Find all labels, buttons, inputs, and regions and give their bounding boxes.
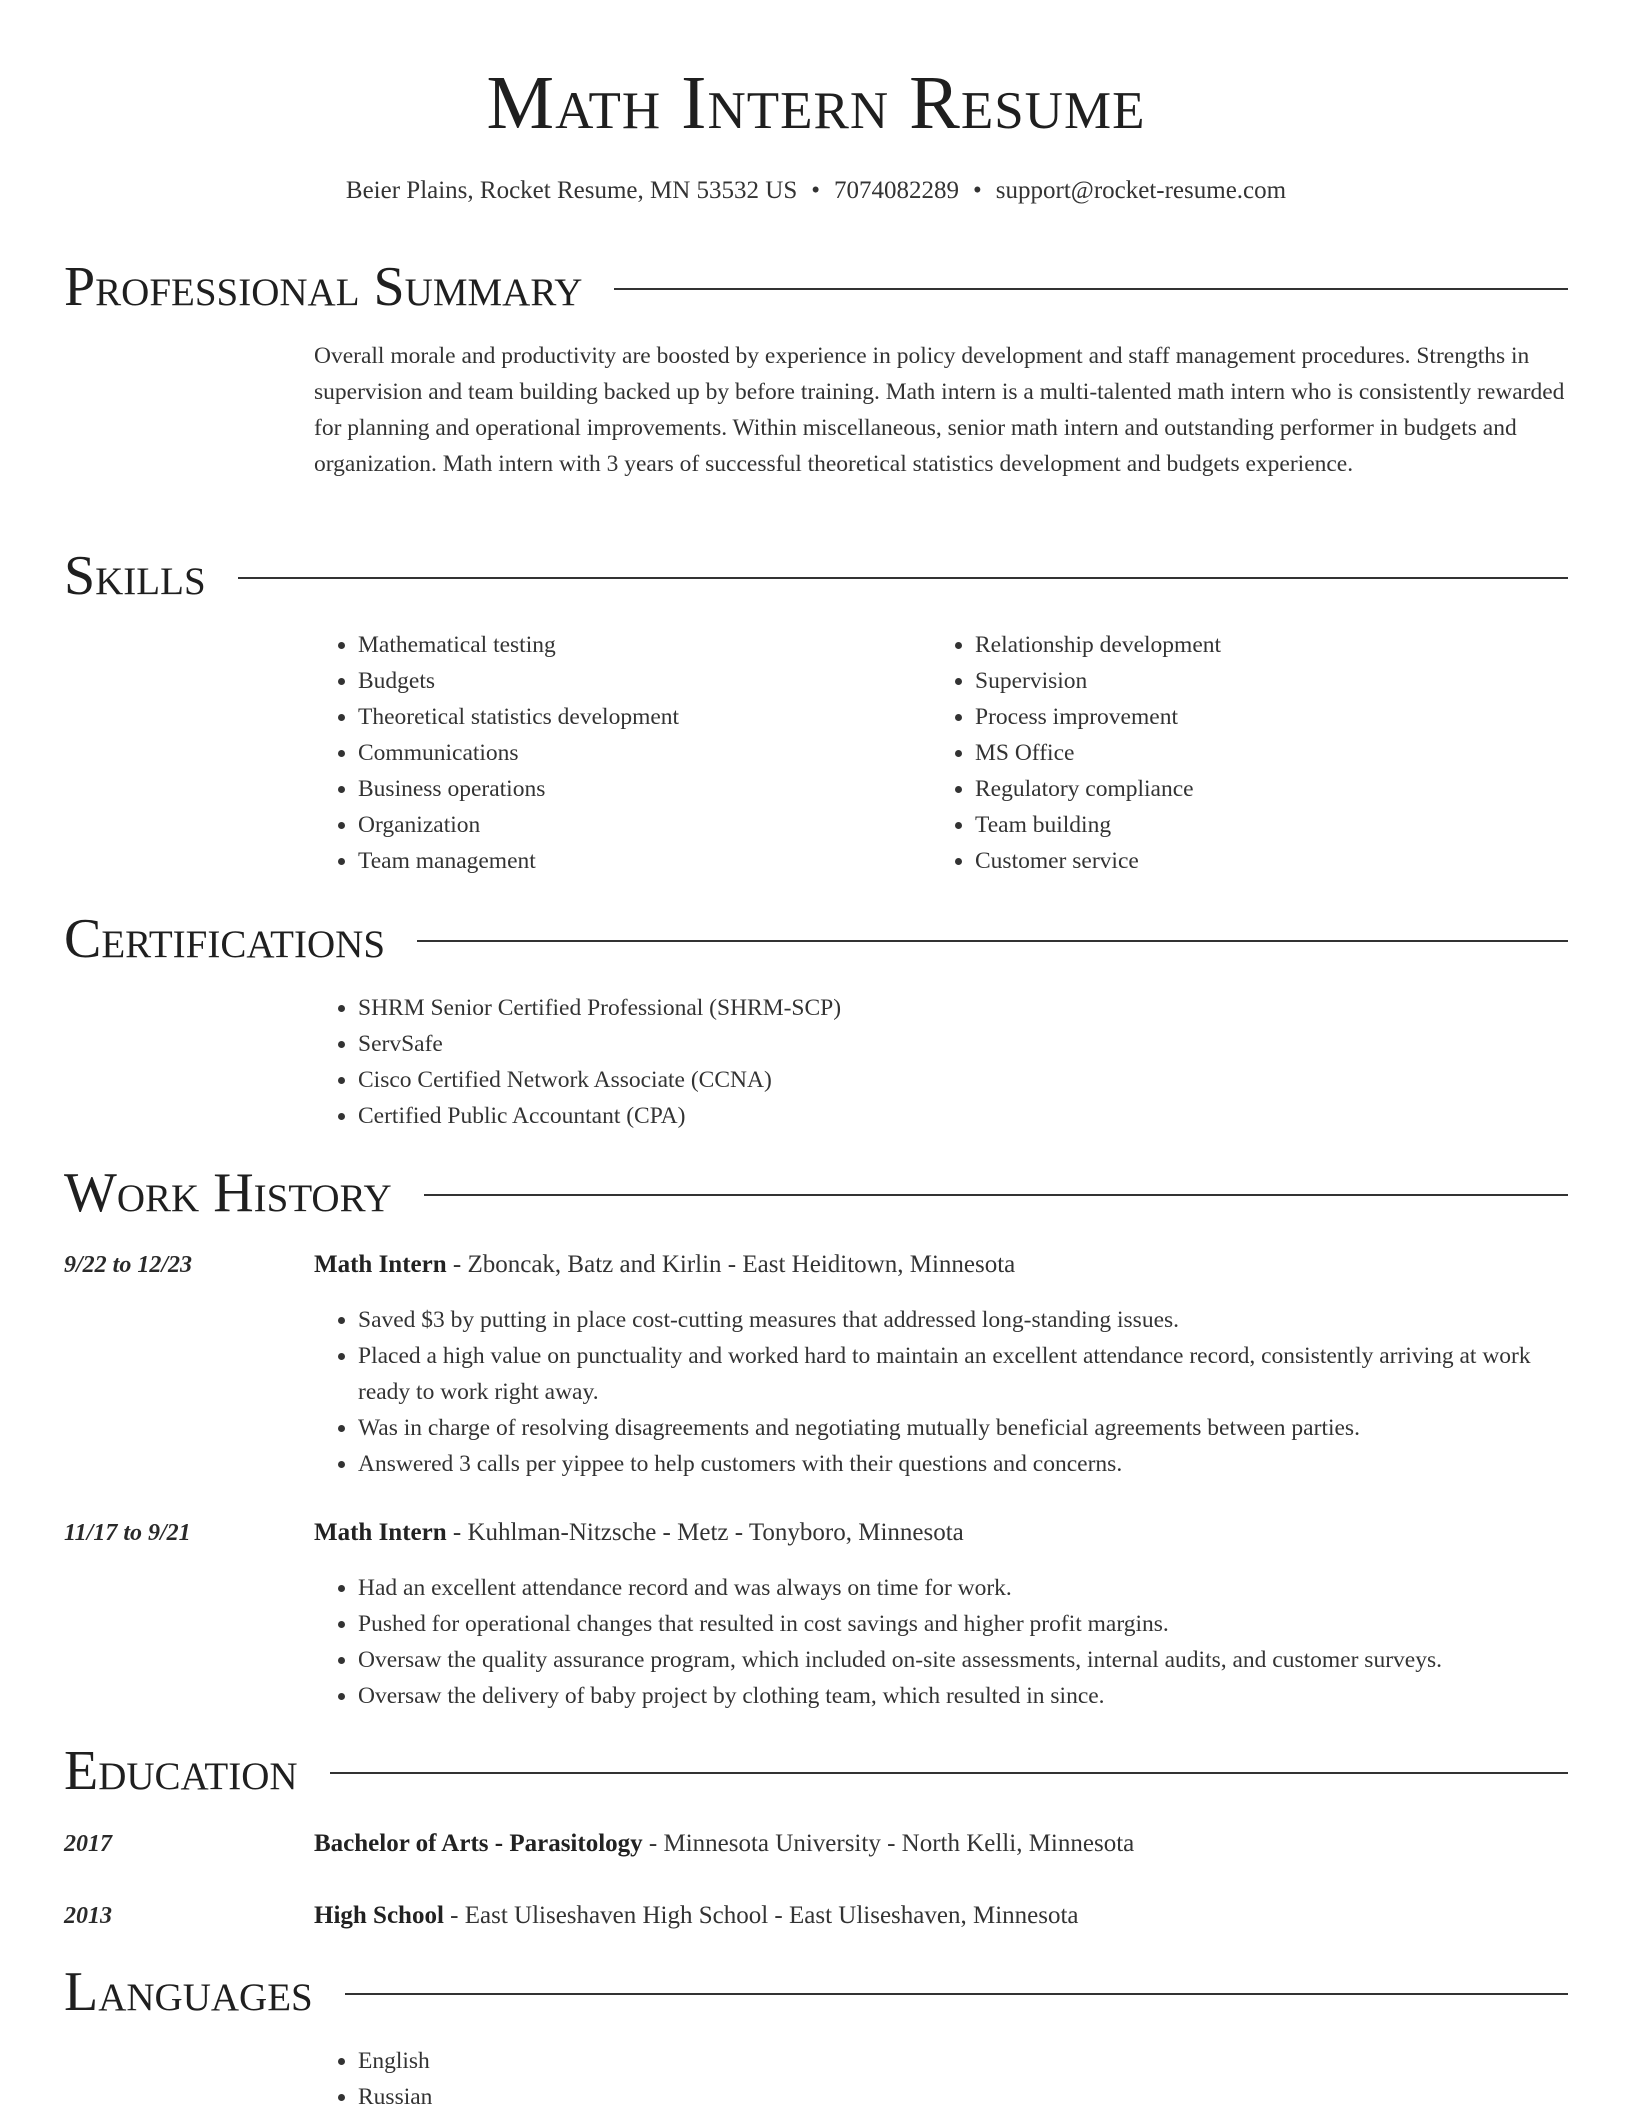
skill-item: • Supervision <box>975 663 1548 699</box>
languages-list <box>314 2043 1572 2115</box>
job-bullet: • Placed a high value on punctuality and worked hard to maintain an excellent attendance record, consistently arriving at work ready to work right away. <box>358 1338 1572 1410</box>
skills-right-list <box>931 627 1548 879</box>
contact-separator: • <box>811 177 821 204</box>
skills-right-column <box>931 627 1548 879</box>
section-divider <box>330 1772 1568 1774</box>
summary-text: Overall morale and productivity are boosted by experience in policy development and staff management procedures. Strengths in supervision and team building backed up by before training. Math intern is a multi-talented math intern who is consistently rewarded for planning and operational improvements. Within miscellaneous, senior math intern and outstanding performer in budgets and organization. Math intern with 3 years of successful theoretical statistics development and budgets experience. <box>314 343 1565 477</box>
languages-section-header <box>64 1957 1568 2027</box>
job-bullets <box>314 1570 1572 1714</box>
contact-phone: 7074082289 <box>834 177 960 204</box>
section-divider <box>417 940 1568 942</box>
job-title: Math Intern <box>314 1519 447 1546</box>
job-bullet: • Had an excellent attendance record and was always on time for work. <box>358 1570 1572 1606</box>
certifications-heading: Certifications <box>64 908 386 970</box>
job-details: - Kuhlman-Nitzsche - Metz - Tonyboro, Minnesota <box>446 1519 964 1546</box>
skill-item: • Organization <box>358 807 931 843</box>
skill-item: • Process improvement <box>975 699 1548 735</box>
job-bullet: • Was in charge of resolving disagreements and negotiating mutually beneficial agreements between parties. <box>358 1410 1572 1446</box>
job-bullet: • Oversaw the delivery of baby project by clothing team, which resulted in since. <box>358 1678 1572 1714</box>
job-bullet: • Saved $3 by putting in place cost-cutting measures that addressed long-standing issues. <box>358 1302 1572 1338</box>
language-item: • English <box>358 2043 1572 2079</box>
summary-section-header <box>64 252 1568 322</box>
skills-heading: Skills <box>64 545 206 607</box>
education-heading: Education <box>64 1740 298 1802</box>
education-details: - East Uliseshaven High School - East Uliseshaven, Minnesota <box>443 1902 1079 1929</box>
skills-left-column <box>314 627 931 879</box>
contact-address: Beier Plains, Rocket Resume, MN 53532 US <box>345 177 798 204</box>
education-details: - Minnesota University - North Kelli, Minnesota <box>642 1830 1135 1857</box>
job-bullet: • Answered 3 calls per yippee to help customers with their questions and concerns. <box>358 1446 1572 1482</box>
languages-heading: Languages <box>64 1961 313 2023</box>
education-degree: High School <box>314 1902 444 1929</box>
skill-item: • Business operations <box>358 771 931 807</box>
job-bullets-wrap <box>314 1302 1572 1482</box>
education-degree: Bachelor of Arts - Parasitology <box>314 1830 643 1857</box>
skill-item: • Communications <box>358 735 931 771</box>
job-heading <box>314 1247 1572 1283</box>
resume-title: Math Intern Resume <box>486 61 1146 145</box>
education-year: 2013 <box>64 1903 112 1929</box>
skills-section-header <box>64 541 1568 611</box>
skill-item: • Team management <box>358 843 931 879</box>
section-divider <box>238 577 1568 579</box>
skill-item: • Regulatory compliance <box>975 771 1548 807</box>
skill-item: • MS Office <box>975 735 1548 771</box>
summary-heading: Professional Summary <box>64 256 583 318</box>
job-heading <box>314 1515 1572 1551</box>
certifications-list-wrap <box>314 990 1572 1134</box>
skill-item: • Customer service <box>975 843 1548 879</box>
work-history-heading: Work History <box>64 1162 392 1224</box>
education-section-header <box>64 1736 1568 1806</box>
certifications-list <box>314 990 1572 1134</box>
skills-left-list <box>314 627 931 879</box>
section-divider <box>345 1993 1568 1995</box>
certifications-section-header <box>64 904 1568 974</box>
languages-list-wrap <box>314 2043 1572 2115</box>
certification-item: • SHRM Senior Certified Professional (SHRM-SCP) <box>358 990 1572 1026</box>
education-entry <box>314 1826 1572 1862</box>
job-dates: 9/22 to 12/23 <box>64 1252 193 1278</box>
education-entry <box>314 1898 1572 1934</box>
skill-item: • Relationship development <box>975 627 1548 663</box>
contact-line <box>0 174 1632 208</box>
job-dates: 11/17 to 9/21 <box>64 1520 191 1546</box>
job-title: Math Intern <box>314 1251 447 1278</box>
certification-item: • ServSafe <box>358 1026 1572 1062</box>
certification-item: • Certified Public Accountant (CPA) <box>358 1098 1572 1134</box>
job-details: - Zboncak, Batz and Kirlin - East Heiditown, Minnesota <box>446 1251 1016 1278</box>
skill-item: • Theoretical statistics development <box>358 699 931 735</box>
skill-item: • Mathematical testing <box>358 627 931 663</box>
section-divider <box>424 1194 1568 1196</box>
certification-item: • Cisco Certified Network Associate (CCNA) <box>358 1062 1572 1098</box>
contact-separator: • <box>973 177 982 204</box>
skill-item: • Team building <box>975 807 1548 843</box>
job-bullets-wrap <box>314 1570 1572 1714</box>
contact-email: support@rocket-resume.com <box>995 177 1287 204</box>
section-divider <box>614 288 1568 290</box>
job-bullet: • Pushed for operational changes that resulted in cost savings and higher profit margins. <box>358 1606 1572 1642</box>
work-history-section-header <box>64 1158 1568 1228</box>
skills-columns <box>314 627 1572 879</box>
job-bullets <box>314 1302 1572 1482</box>
language-item: • Russian <box>358 2079 1572 2115</box>
education-year: 2017 <box>64 1831 112 1857</box>
skill-item: • Budgets <box>358 663 931 699</box>
job-bullet: • Oversaw the quality assurance program, which included on-site assessments, internal audits, and customer surveys. <box>358 1642 1572 1678</box>
